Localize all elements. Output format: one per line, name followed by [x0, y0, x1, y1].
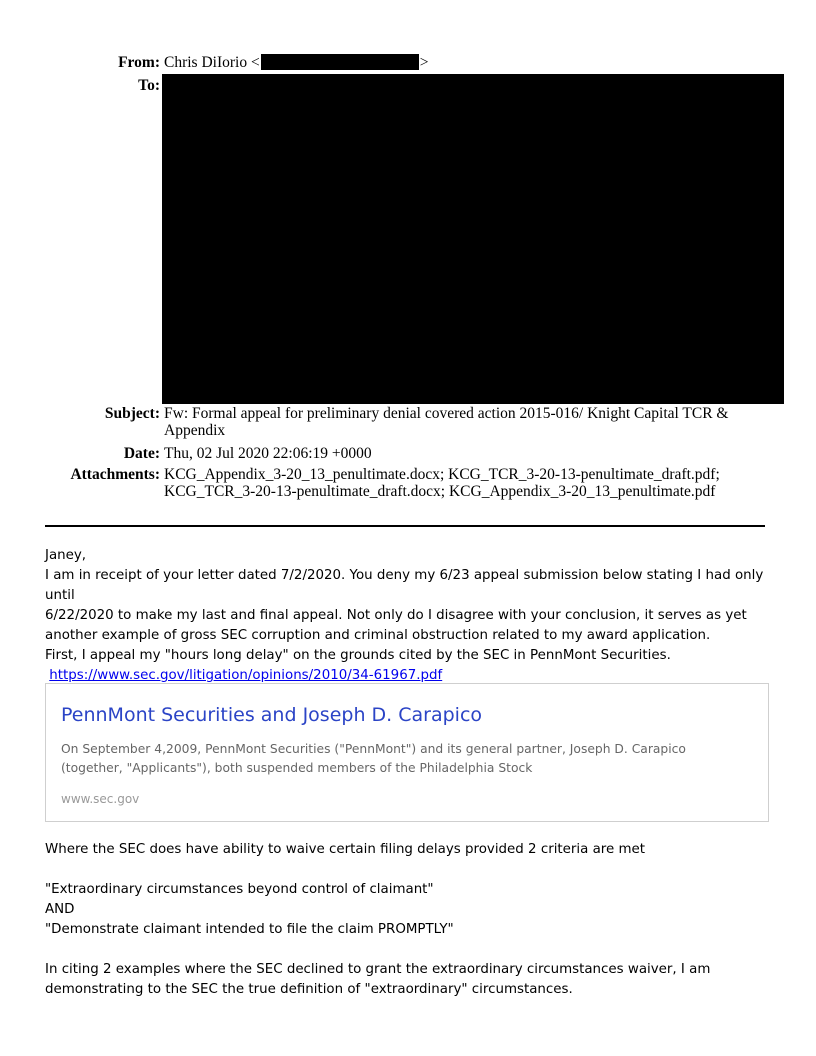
- from-label: From:: [118, 54, 160, 71]
- attachments-value: [164, 466, 764, 500]
- link-preview-description: [61, 740, 751, 778]
- redacted-email: [261, 54, 419, 70]
- quote1: "Extraordinary circumstances beyond control of claimant": [45, 882, 434, 897]
- para1-line3: another example of gross SEC corruption and criminal obstruction related to my award application.: [45, 628, 711, 643]
- from-value: [164, 54, 764, 71]
- date-value: Thu, 02 Jul 2020 22:06:19 +0000: [164, 445, 372, 462]
- attachments-label: Attachments:: [70, 466, 160, 483]
- to-label: To:: [138, 77, 160, 94]
- from-close: >: [419, 54, 429, 71]
- link-preview-card[interactable]: [45, 683, 769, 822]
- para1-line1: I am in receipt of your letter dated 7/2/2020. You deny my 6/23 appeal submission below stating I had only until: [45, 568, 764, 603]
- para4-line1: In citing 2 examples where the SEC declined to grant the extraordinary circumstances waiver, I am: [45, 962, 711, 977]
- date-label: Date:: [123, 445, 160, 462]
- greeting: Janey,: [45, 548, 87, 563]
- link-preview-source: www.sec.gov: [61, 792, 140, 806]
- link-preview-desc-line1: On September 4,2009, PennMont Securities ("PennMont") and its general partner, Joseph D. Carapico: [61, 742, 686, 756]
- message-body-bottom: [45, 840, 785, 1000]
- message-body-top: [45, 546, 785, 686]
- para1-line2: 6/22/2020 to make my last and final appeal. Not only do I disagree with your conclusion, it serves as yet: [45, 608, 747, 623]
- subject-label: Subject:: [104, 405, 160, 422]
- attachments-line-1: KCG_Appendix_3-20_13_penultimate.docx; KCG_TCR_3-20-13-penultimate_draft.pdf;: [164, 466, 720, 483]
- para4-line2: demonstrating to the SEC the true definition of "extraordinary" circumstances.: [45, 982, 573, 997]
- para3: Where the SEC does have ability to waive certain filing delays provided 2 criteria are met: [45, 842, 646, 857]
- para2: First, I appeal my "hours long delay" on the grounds cited by the SEC in PennMont Securities.: [45, 648, 671, 663]
- subject-value: Fw: Formal appeal for preliminary denial covered action 2015-016/ Knight Capital TCR & Appendix: [164, 405, 729, 439]
- link-preview-desc-line2: (together, "Applicants"), both suspended members of the Philadelphia Stock: [61, 761, 533, 775]
- header-divider: [45, 525, 765, 527]
- and-text: AND: [45, 902, 75, 917]
- quote2: "Demonstrate claimant intended to file the claim PROMPTLY": [45, 922, 454, 937]
- link-preview-title[interactable]: PennMont Securities and Joseph D. Carapico: [61, 704, 483, 726]
- attachments-line-2: KCG_TCR_3-20-13-penultimate_draft.docx; KCG_Appendix_3-20_13_penultimate.pdf: [164, 483, 716, 500]
- sec-opinion-link[interactable]: https://www.sec.gov/litigation/opinions/2010/34-61967.pdf: [49, 668, 443, 683]
- from-name: Chris DiIorio <: [164, 54, 260, 71]
- redacted-recipients: [162, 74, 784, 404]
